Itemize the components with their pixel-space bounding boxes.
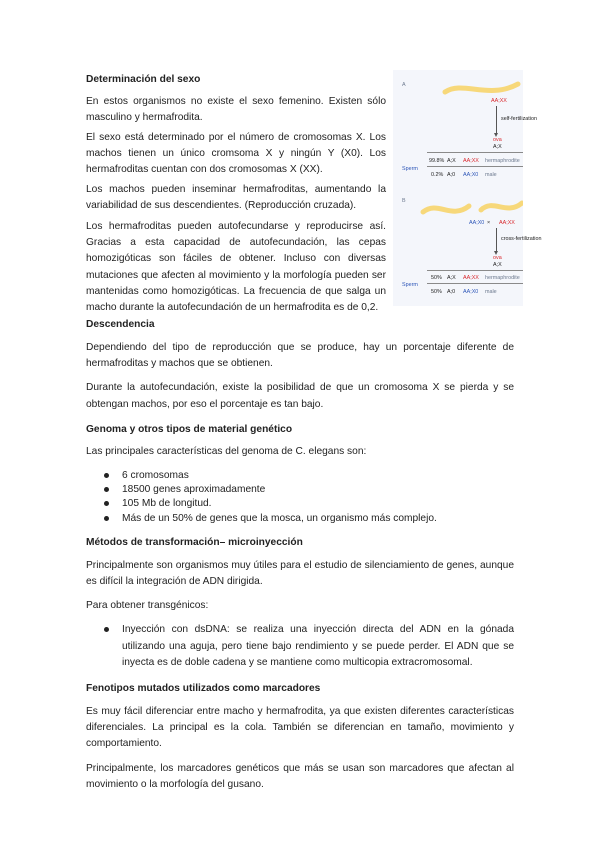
paragraph-fenotipos-1: Es muy fácil diferenciar entre macho y hermafrodita, ya que existen diferentes características diferenciales. La principal es la cola. También se diferencian en tamaño, movimiento y comportamiento.: [86, 706, 514, 750]
panel-b-row-1-pct: 50%: [431, 275, 442, 281]
panel-b-row-2-offspring: AA;X0: [463, 289, 479, 295]
panel-b-rule-2: [427, 283, 523, 284]
list-item: 18500 genes aproximadamente: [86, 483, 514, 497]
panel-a-parent-genotype: AA;XX: [491, 98, 507, 104]
paragraph-metodos-2: Para obtener transgénicos:: [86, 600, 209, 612]
panel-a-rule-2: [427, 166, 523, 167]
panel-b-process: cross-fertilization: [501, 236, 542, 242]
panel-b-row-2-sperm: A;0: [447, 289, 456, 295]
panel-b-rule-1: [427, 270, 523, 271]
panel-b-label: B: [402, 198, 406, 204]
heading-genoma: Genoma y otros tipos de material genético: [86, 423, 293, 435]
panel-a-row-1-pct: 99.8%: [429, 158, 445, 164]
panel-a-row-1-offspring: AA;XX: [463, 158, 479, 164]
panel-b-row-2-sex: male: [485, 289, 497, 295]
panel-b-sperm-genotype: A;X: [493, 262, 502, 268]
list-item: 6 cromosomas: [86, 469, 514, 483]
panel-b-row-1-sperm: A;X: [447, 275, 456, 281]
panel-a-row-2-sex: male: [485, 172, 497, 178]
worm-shape-b-left: [423, 206, 469, 212]
paragraph-sexo-2: El sexo está determinado por el número de cromosomas X. Los machos tienen un único cromsoma X y ningún Y (X0). Los hermafroditas cuentan con dos cromosomas X (XX).: [86, 132, 386, 176]
worm-shape-a: [445, 84, 518, 92]
panel-b-egg: ova: [493, 255, 502, 261]
paragraph-fenotipos-2: Principalmente, los marcadores genéticos que más se usan son marcadores que afectan al movimiento o la morfología del gusano.: [86, 762, 514, 790]
panel-a-row-2-pct: 0.2%: [431, 172, 444, 178]
paragraph-descendencia-2: Durante la autofecundación, existe la posibilidad de que un cromosoma X se pierda y se obtengan machos, por eso el porcentaje es tan bajo.: [86, 382, 514, 410]
panel-a-sperm-genotype: A;X: [493, 144, 502, 150]
panel-b-row-2-pct: 50%: [431, 289, 442, 295]
main-content: [86, 318, 514, 793]
panel-b-male-genotype: AA;X0: [469, 220, 485, 226]
panel-a-row-1-sperm: A;X: [447, 158, 456, 164]
heading-metodos: Métodos de transformación– microinyección: [86, 536, 303, 548]
panel-a-egg: ova: [493, 137, 502, 143]
list-item: Inyección con dsDNA: se realiza una inyección directa del ADN en la gónada utilizando una aguja, pero tiene bajo rendimiento y se puede perder. El ADN que se inyecta es de doble cadena y se mantiene como multicopia extracromosomal.: [86, 622, 514, 671]
panel-a-label: A: [402, 82, 406, 88]
genoma-list: [86, 469, 514, 526]
panel-a-side-label: Sperm: [402, 166, 418, 172]
paragraph-sexo-3: Los machos pueden inseminar hermafroditas, aumentando la variabilidad de sus descendientes. (Reproducción cruzada).: [86, 184, 386, 212]
panel-b-arrow-line: [496, 228, 497, 252]
list-item: 105 Mb de longitud.: [86, 497, 514, 511]
panel-b-row-1-sex: hermaphrodite: [485, 275, 520, 281]
list-item: Más de un 50% de genes que la mosca, un organismo más complejo.: [86, 512, 514, 526]
paragraph-sexo-1: En estos organismos no existe el sexo femenino. Existen sólo masculino y hermafrodita.: [86, 96, 386, 124]
paragraph-metodos-1: Principalmente son organismos muy útiles para el estudio de silenciamiento de genes, aunque es difícil la integración de ADN dirigida.: [86, 559, 514, 588]
panel-b-herm-genotype: AA;XX: [499, 220, 515, 226]
worm-shape-b-right: [481, 203, 522, 210]
heading-fenotipos: Fenotipos mutados utilizados como marcadores: [86, 683, 321, 695]
paragraph-genoma-intro: Las principales características del genoma de C. elegans son:: [86, 445, 367, 457]
paragraph-sexo-4: Los hermafroditas pueden autofecundarse y reproducirse así. Gracias a esta capacidad de autofecundación, las cepas homozigóticas son fáciles de obtener. Incluso con diversas mutaciones que afecten al movimiento y la morfología pueden ser mantenidas como homozigóticas. La frecuencia de que salga un macho durante la autofecundación de un hermafrodita es de 0,2.: [86, 221, 386, 314]
panel-b-cross-symbol: ×: [487, 220, 491, 226]
panel-a-row-2-offspring: AA;X0: [463, 172, 479, 178]
panel-a-arrow-line: [496, 106, 497, 134]
paragraph-descendencia-1: Dependiendo del tipo de reproducción que se produce, hay un porcentaje diferente de hermafroditas y machos que se obtienen.: [86, 342, 514, 370]
metodos-list: [86, 622, 514, 671]
heading-determinacion-sexo: Determinación del sexo: [86, 74, 201, 85]
reproduction-figure: [393, 70, 542, 306]
panel-a-row-2-sperm: A;0: [447, 172, 456, 178]
panel-b-side-label: Sperm: [402, 282, 418, 288]
heading-descendencia: Descendencia: [86, 319, 155, 330]
panel-a-process: self-fertilization: [501, 116, 537, 122]
panel-a-row-1-sex: hermaphrodite: [485, 158, 520, 164]
panel-b-row-1-offspring: AA;XX: [463, 275, 479, 281]
panel-a-rule-1: [427, 152, 523, 153]
